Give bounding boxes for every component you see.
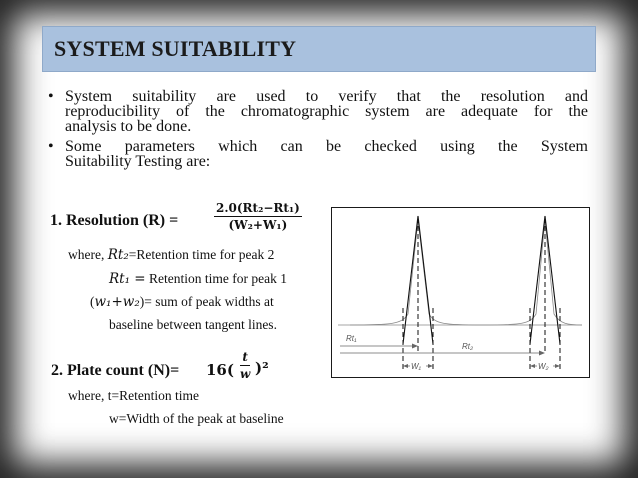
resolution-label: 1. Resolution (R) = (50, 212, 179, 229)
plate-where-t: where, t=Retention time (68, 388, 199, 403)
rt2-label: Rt₂ (462, 342, 474, 351)
slide-title: SYSTEM SUITABILITY (54, 36, 297, 61)
plate-fraction (240, 350, 250, 381)
bullet-list (48, 89, 588, 174)
where-rt2 (68, 247, 274, 263)
where-widths (90, 294, 274, 310)
bullet-dot: • (48, 138, 54, 155)
w1-arrowhead-right (428, 364, 433, 368)
resolution-fraction (214, 201, 302, 232)
bullet-dot: • (48, 88, 54, 105)
plate-denominator: w (240, 367, 251, 381)
resolution-denominator: (W₂+W₁) (228, 218, 288, 232)
rt2-arrowhead (539, 351, 545, 356)
bullet-item (48, 139, 588, 169)
w1-label: W₁ (411, 362, 422, 371)
w2-label: W₂ (538, 362, 549, 371)
widths-open: ( (90, 294, 95, 309)
plate-numerator: t (240, 350, 250, 366)
where-prefix: where, (68, 247, 105, 262)
rt1-arrowhead (412, 344, 418, 349)
plate-close: )² (255, 359, 269, 377)
w2-arrowhead-right (555, 364, 560, 368)
resolution-numerator: 2.0(Rt₂−Rt₁) (216, 201, 300, 215)
widths-symbol: w₁+w₂ (94, 294, 140, 310)
bullet-line: Some parameters which can be checked using the System (65, 138, 588, 155)
rt1-symbol: Rt₁ = (109, 271, 146, 287)
bullet-line: System suitability are used to verify that the resolution and (65, 88, 588, 105)
widths-description: )= sum of peak widths at (139, 294, 274, 309)
chromatogram-svg (332, 208, 589, 377)
bullet-item (48, 89, 588, 134)
peak-2-curve (482, 220, 582, 325)
rt2-symbol: Rt₂ (107, 247, 129, 263)
w2-arrowhead-left (530, 364, 535, 368)
bullet-line: analysis to be done. (65, 118, 192, 135)
plate-where-w: w=Width of the peak at baseline (109, 411, 284, 426)
rt2-description: =Retention time for peak 2 (128, 247, 275, 262)
rt1-description: Retention time for peak 1 (145, 271, 287, 286)
plate-coefficient: 16( (206, 361, 234, 379)
where-rt1 (109, 271, 287, 287)
bullet-line: reproducibility of the chromatographic system are adequate for the (65, 103, 588, 120)
w1-arrowhead-left (403, 364, 408, 368)
bullet-line: Suitability Testing are: (65, 153, 211, 170)
chromatogram-figure (331, 207, 590, 378)
plate-count-label: 2. Plate count (N)= (51, 362, 180, 379)
title-bar (42, 26, 596, 72)
rt1-label: Rt₁ (346, 334, 357, 343)
baseline-line: baseline between tangent lines. (109, 317, 277, 332)
